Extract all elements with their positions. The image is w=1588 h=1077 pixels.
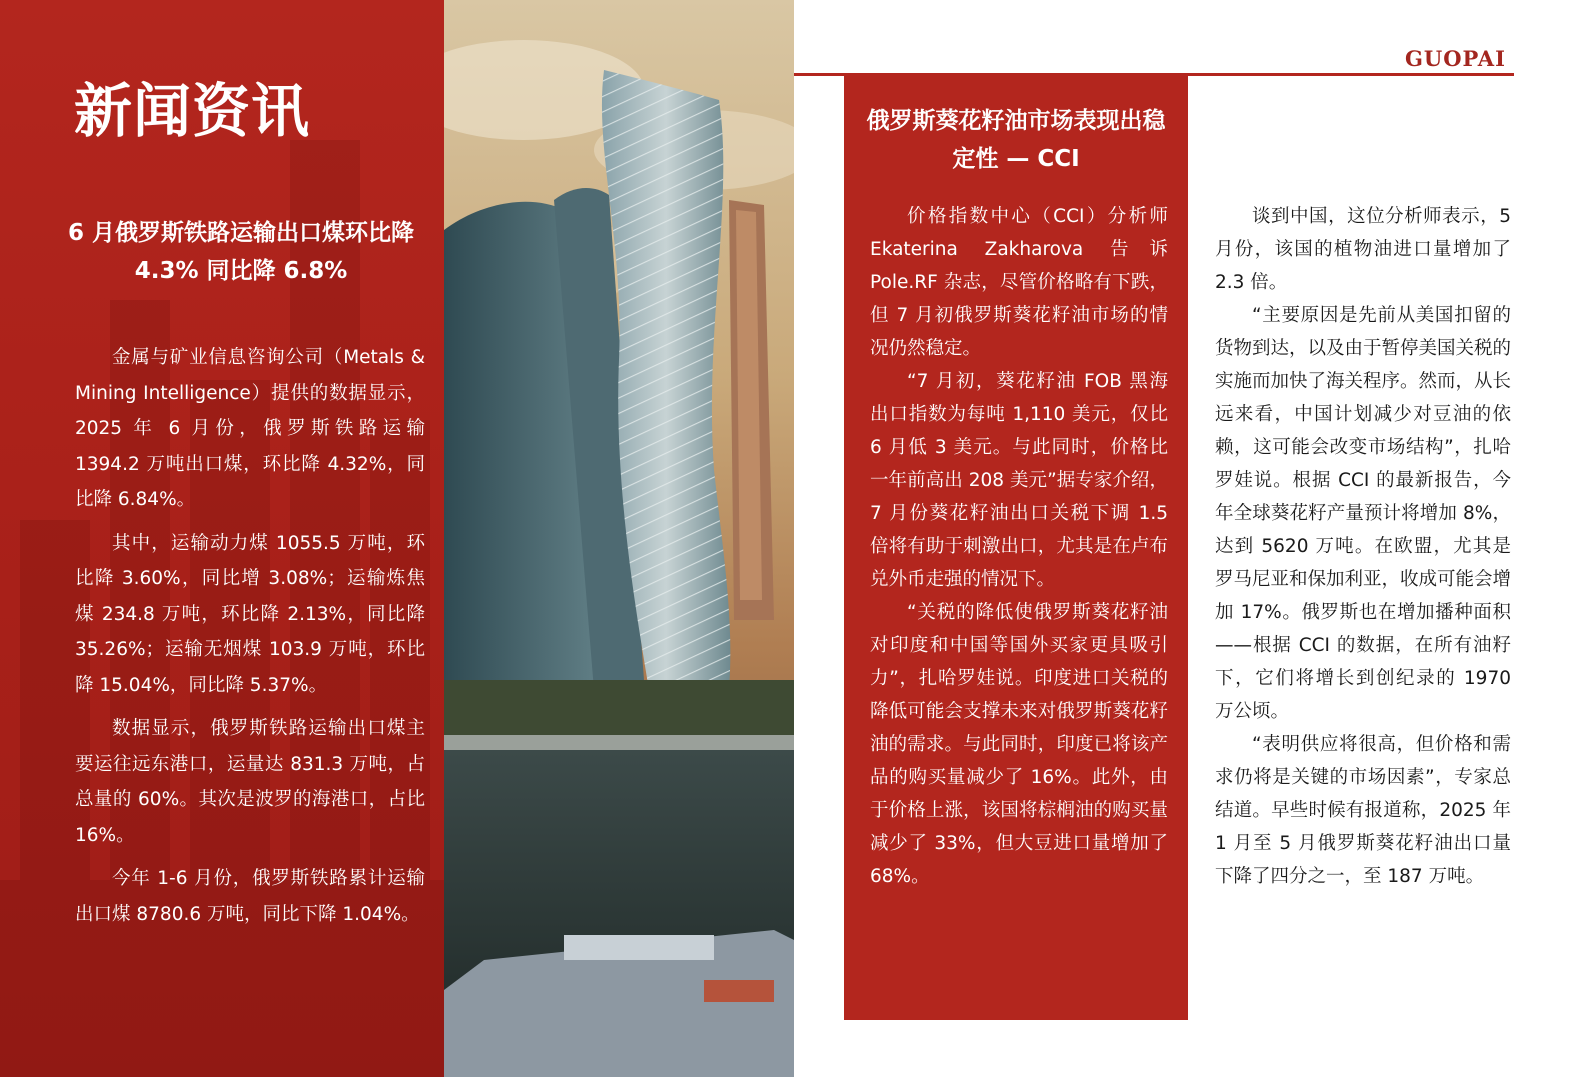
paragraph: 谈到中国，这位分析师表示，5 月份，该国的植物油进口量增加了 2.3 倍。 [1215,206,1511,293]
article-body-coal [75,340,425,940]
section-title: 新闻资讯 [74,77,311,145]
paragraph: 价格指数中心（CCI）分析师 Ekaterina Zakharova 告诉 Pole.RF 杂志，尽管价格略有下跌，但 7 月初俄罗斯葵花籽油市场的情况仍然稳定。 [870,206,1168,359]
left-news-panel [0,0,444,1077]
paragraph: “7 月初，葵花籽油 FOB 黑海出口指数为每吨 1,110 美元，仅比 6 月低 3 美元。与此同时，价格比一年前高出 208 美元”据专家介绍，7 月份葵花籽油出口关税下调 1.5 倍将有助于刺激出口，尤其是在卢布兑外币走强的情况下。 [870,371,1168,590]
paragraph: 金属与矿业信息咨询公司（Metals & Mining Intelligence）提供的数据显示，2025 年 6 月份，俄罗斯铁路运输 1394.2 万吨出口煤，环比降 4.32%，同比降 6.84%。 [75,347,425,510]
paragraph: 今年 1-6 月份，俄罗斯铁路累计运输出口煤 8780.6 万吨，同比下降 1.04%。 [75,868,425,925]
city-towers-photo [444,0,794,1077]
paragraph: 数据显示，俄罗斯铁路运输出口煤主要运往远东港口，运量达 831.3 万吨，占总量的 60%。其次是波罗的海港口，占比 16%。 [75,718,425,846]
paragraph: “主要原因是先前从美国扣留的货物到达，以及由于暂停美国关税的实施而加快了海关程序。然而，从长远来看，中国计划减少对豆油的依赖，这可能会改变市场结构”，扎哈罗娃说。根据 CCI 的最新报告，今年全球葵花籽产量预计将增加 8%，达到 5620 万吨。在欧盟，尤其是罗马尼亚和保加利亚，收成可能会增加 17%。俄罗斯也在增加播种面积——根据 CCI 的数据，在所有油籽下，它们将增长到创纪录的 1970 万公顷。 [1215,305,1512,722]
towers-illustration [444,0,794,1077]
article-headline-sunflower: 俄罗斯葵花籽油市场表现出稳定性 — CCI [866,108,1166,172]
paragraph: “表明供应将很高，但价格和需求仍将是关键的市场因素”，专家总结道。早些时候有报道称，2025 年 1 月至 5 月俄罗斯葵花籽油出口量下降了四分之一，至 187 万吨。 [1215,734,1511,887]
brand-logo-text: GUOPAI [1405,46,1506,71]
sunflower-oil-article-continued [1215,200,1511,893]
paragraph: “关税的降低使俄罗斯葵花籽油对印度和中国等国外买家更具吸引力”，扎哈罗娃说。印度进口关税的降低可能会支撑未来对俄罗斯葵花籽油的需求。与此同时，印度已将该产品的购买量减少了 16%。此外，由于价格上涨，该国将棕榈油的购买量减少了 33%，但大豆进口量增加了 68%。 [870,602,1168,887]
sunflower-oil-article-box [844,76,1188,1020]
paragraph: 其中，运输动力煤 1055.5 万吨，环比降 3.60%，同比增 3.08%；运输炼焦煤 234.8 万吨，环比降 2.13%，同比降 35.26%；运输无烟煤 103.9 万吨，环比降 15.04%，同比降 5.37%。 [75,532,425,696]
article-body-sunflower [870,200,1168,893]
article-headline-coal: 6 月俄罗斯铁路运输出口煤环比降 4.3% 同比降 6.8% [67,220,414,284]
